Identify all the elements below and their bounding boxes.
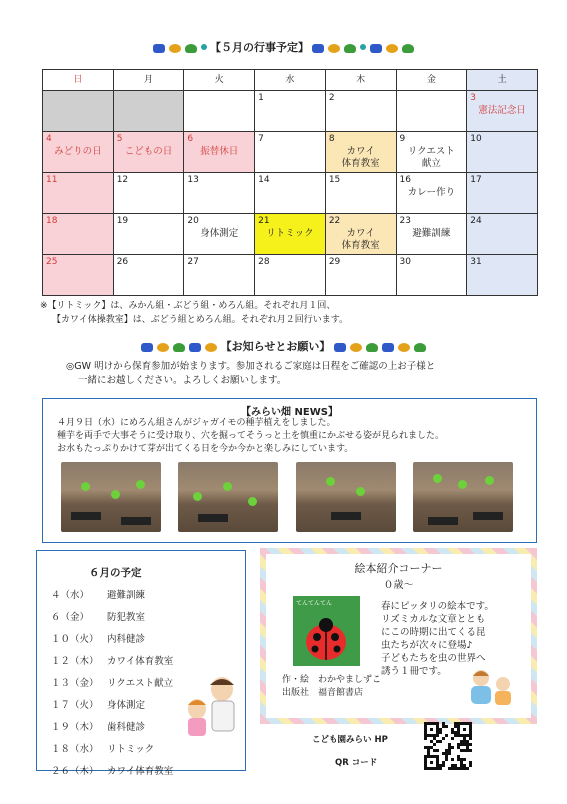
june-schedule-list [51, 583, 173, 781]
day-number: 18 [46, 216, 58, 226]
weekday-header: 水 [255, 70, 326, 91]
day-number: 25 [46, 257, 58, 267]
calendar-day [325, 91, 396, 132]
schedule-row [51, 671, 173, 693]
weekday-header: 木 [325, 70, 396, 91]
ladybug-icon [293, 609, 360, 669]
decoration-icons [312, 44, 414, 53]
weekday-header: 日 [43, 70, 114, 91]
day-number: 22 [328, 216, 341, 226]
weekday-header: 火 [184, 70, 255, 91]
day-number: 26 [116, 257, 129, 267]
schedule-date: １０（火） [51, 634, 99, 645]
calendar-day [43, 132, 114, 173]
schedule-row [51, 737, 173, 759]
day-number: 2 [328, 93, 335, 103]
day-number: 31 [470, 257, 482, 267]
schedule-row [51, 627, 173, 649]
farm-photo-4 [413, 462, 513, 532]
weekday-header: 月 [113, 70, 184, 91]
day-number: 1 [258, 93, 264, 103]
schedule-date: １２（木） [51, 656, 99, 667]
schedule-date: １９（木） [51, 722, 99, 733]
farm-news-line-3: お水もたっぷりかけて芽が出てくる日を今か今かと楽しみにしています。 [57, 444, 354, 454]
calendar-day [43, 255, 114, 296]
calendar-day [184, 255, 255, 296]
day-number: 14 [258, 175, 270, 185]
day-number: 12 [116, 175, 129, 185]
calendar-day [113, 173, 184, 214]
family-illustration [461, 666, 521, 708]
schedule-row [51, 693, 173, 715]
schedule-row [51, 649, 173, 671]
day-number: 28 [258, 257, 270, 267]
book-publisher: 出版社 福音館書店 [282, 688, 364, 698]
calendar-day [113, 255, 184, 296]
decoration-icons [334, 343, 426, 352]
book-cover [293, 596, 360, 666]
farm-photo-3 [296, 462, 396, 532]
schedule-event: 内科健診 [107, 634, 146, 645]
farm-news-line-2: 種芋を両手で大事そうに受け取り、穴を掘ってそうっと土を慎重にかぶせる姿が見られました。 [57, 431, 445, 441]
schedule-row [51, 605, 173, 627]
day-event: 憲法記念日 [478, 105, 526, 116]
calendar-note-2: 【カワイ体操教室】は、ぶどう組とめろん組。それぞれ月２回行います。 [52, 315, 349, 325]
notice-header [0, 338, 567, 354]
day-number: 30 [399, 257, 411, 267]
calendar-day [43, 214, 114, 255]
calendar-day [184, 132, 255, 173]
calendar-day [467, 173, 538, 214]
calendar-day [325, 173, 396, 214]
schedule-event: 身体測定 [107, 700, 146, 711]
calendar-day [184, 214, 255, 255]
day-number: 21 [258, 216, 270, 226]
day-event: リトミック [266, 228, 314, 239]
weekday-header: 金 [396, 70, 467, 91]
day-number: 29 [328, 257, 341, 267]
farm-news-title: 【みらい畑 NEWS】 [241, 407, 338, 418]
schedule-event: 歯科健診 [107, 722, 146, 733]
footer-hp-label: こども園みらい HP [312, 735, 388, 745]
day-number: 27 [187, 257, 199, 267]
book-cover-title: てんてんてん [296, 600, 333, 607]
calendar-day [184, 91, 255, 132]
book-description-line: リズミカルな文章ととも [381, 614, 486, 625]
decoration-icons [141, 343, 217, 352]
day-number: 7 [258, 134, 264, 144]
calendar-day [184, 173, 255, 214]
calendar-day [255, 214, 326, 255]
calendar-day [467, 214, 538, 255]
decoration-icons [153, 44, 207, 53]
notice-title: 【お知らせとお願い】 [220, 340, 331, 353]
schedule-event: 避難訓練 [107, 590, 146, 601]
calendar-day [396, 255, 467, 296]
book-age: ０歳～ [383, 580, 414, 591]
day-number: 4 [46, 134, 52, 144]
calendar-day [255, 91, 326, 132]
day-number: 17 [470, 175, 482, 185]
calendar-day [113, 132, 184, 173]
schedule-row [51, 583, 173, 605]
schedule-event: カワイ体育教室 [107, 656, 174, 667]
calendar-day [325, 255, 396, 296]
day-event: 避難訓練 [412, 228, 451, 239]
schedule-date: １８（水） [51, 744, 99, 755]
notice-line-2: 一緒にお越しください。よろしくお願いします。 [78, 375, 287, 386]
calendar-day [113, 214, 184, 255]
day-number: 5 [116, 134, 123, 144]
calendar-day [113, 91, 184, 132]
calendar-day [396, 173, 467, 214]
day-number: 3 [470, 93, 476, 103]
book-corner-box [260, 548, 537, 724]
schedule-event: リクエスト献立 [107, 678, 174, 689]
schedule-event: リトミック [107, 744, 155, 755]
day-event: カワイ 体育教室 [341, 228, 380, 251]
schedule-date: ２６（木） [51, 766, 99, 777]
book-description-line: 子どもたちを虫の世界へ [381, 653, 486, 664]
calendar-day [325, 132, 396, 173]
calendar-note-1: ※【リトミック】は、みかん組・ぶどう組・めろん組。それぞれ月１回、 [40, 301, 336, 311]
calendar-day [43, 173, 114, 214]
may-calendar [42, 69, 538, 296]
day-event: みどりの日 [54, 146, 102, 157]
schedule-event: カワイ体育教室 [107, 766, 174, 777]
day-number: 11 [46, 175, 58, 185]
farm-news-line-1: ４月９日（水）にめろん組さんがジャガイモの種芋植えをしました。 [57, 418, 336, 428]
calendar-day [43, 91, 114, 132]
weekday-header: 土 [467, 70, 538, 91]
day-event: 身体測定 [200, 228, 239, 239]
farm-photo-1 [61, 462, 161, 532]
calendar-day [325, 214, 396, 255]
notice-line-1: ◎GW 明けから保育参加が始まります。参加されるご家庭は日程をご確認の上お子様と [66, 361, 436, 372]
schedule-date: ４（水） [51, 590, 90, 601]
calendar-day [396, 91, 467, 132]
day-event: 振替休日 [200, 146, 239, 157]
book-author: 作・絵 わかやましずこ [282, 675, 382, 685]
day-event: カワイ 体育教室 [341, 146, 380, 169]
day-number: 20 [187, 216, 199, 226]
schedule-date: ６（金） [51, 612, 90, 623]
day-number: 15 [328, 175, 341, 185]
day-number: 19 [116, 216, 129, 226]
book-description-line: にこの時期に出てくる昆 [381, 627, 486, 638]
calendar-day [255, 255, 326, 296]
checkup-illustration [182, 673, 240, 743]
calendar-title: 【５月の行事予定】 [210, 41, 309, 54]
schedule-date: １３（金） [51, 678, 99, 689]
day-number: 6 [187, 134, 194, 144]
qr-code-icon[interactable] [424, 722, 472, 770]
calendar-day [396, 214, 467, 255]
calendar-day [467, 132, 538, 173]
day-number: 13 [187, 175, 199, 185]
day-event: リクエスト 献立 [407, 146, 455, 169]
day-number: 8 [328, 134, 335, 144]
book-corner-title: 絵本紹介コーナー [354, 562, 443, 575]
schedule-date: １７（火） [51, 700, 99, 711]
calendar-day [396, 132, 467, 173]
calendar-day [467, 255, 538, 296]
calendar-day [467, 91, 538, 132]
schedule-row [51, 715, 173, 737]
day-number: 10 [470, 134, 482, 144]
book-description-line: 虫たちが次々に登場♪ [381, 640, 473, 651]
calendar-day [255, 132, 326, 173]
calendar-day [255, 173, 326, 214]
day-number: 16 [399, 175, 411, 185]
footer-qr-label: QR コード [335, 758, 378, 768]
farm-photo-2 [178, 462, 278, 532]
day-number: 23 [399, 216, 411, 226]
day-number: 24 [470, 216, 482, 226]
calendar-header [0, 39, 567, 55]
schedule-row [51, 759, 173, 781]
day-event: こどもの日 [124, 146, 173, 157]
book-description-line: 春にピッタリの絵本です。 [381, 601, 494, 612]
day-number: 9 [399, 134, 406, 144]
june-schedule-box [36, 550, 246, 777]
book-description-line: 誘う１冊です。 [381, 666, 447, 677]
june-title: ６月の予定 [89, 567, 142, 579]
farm-news-box [42, 398, 537, 543]
schedule-event: 防犯教室 [107, 612, 146, 623]
day-event: カレー作り [407, 187, 456, 198]
